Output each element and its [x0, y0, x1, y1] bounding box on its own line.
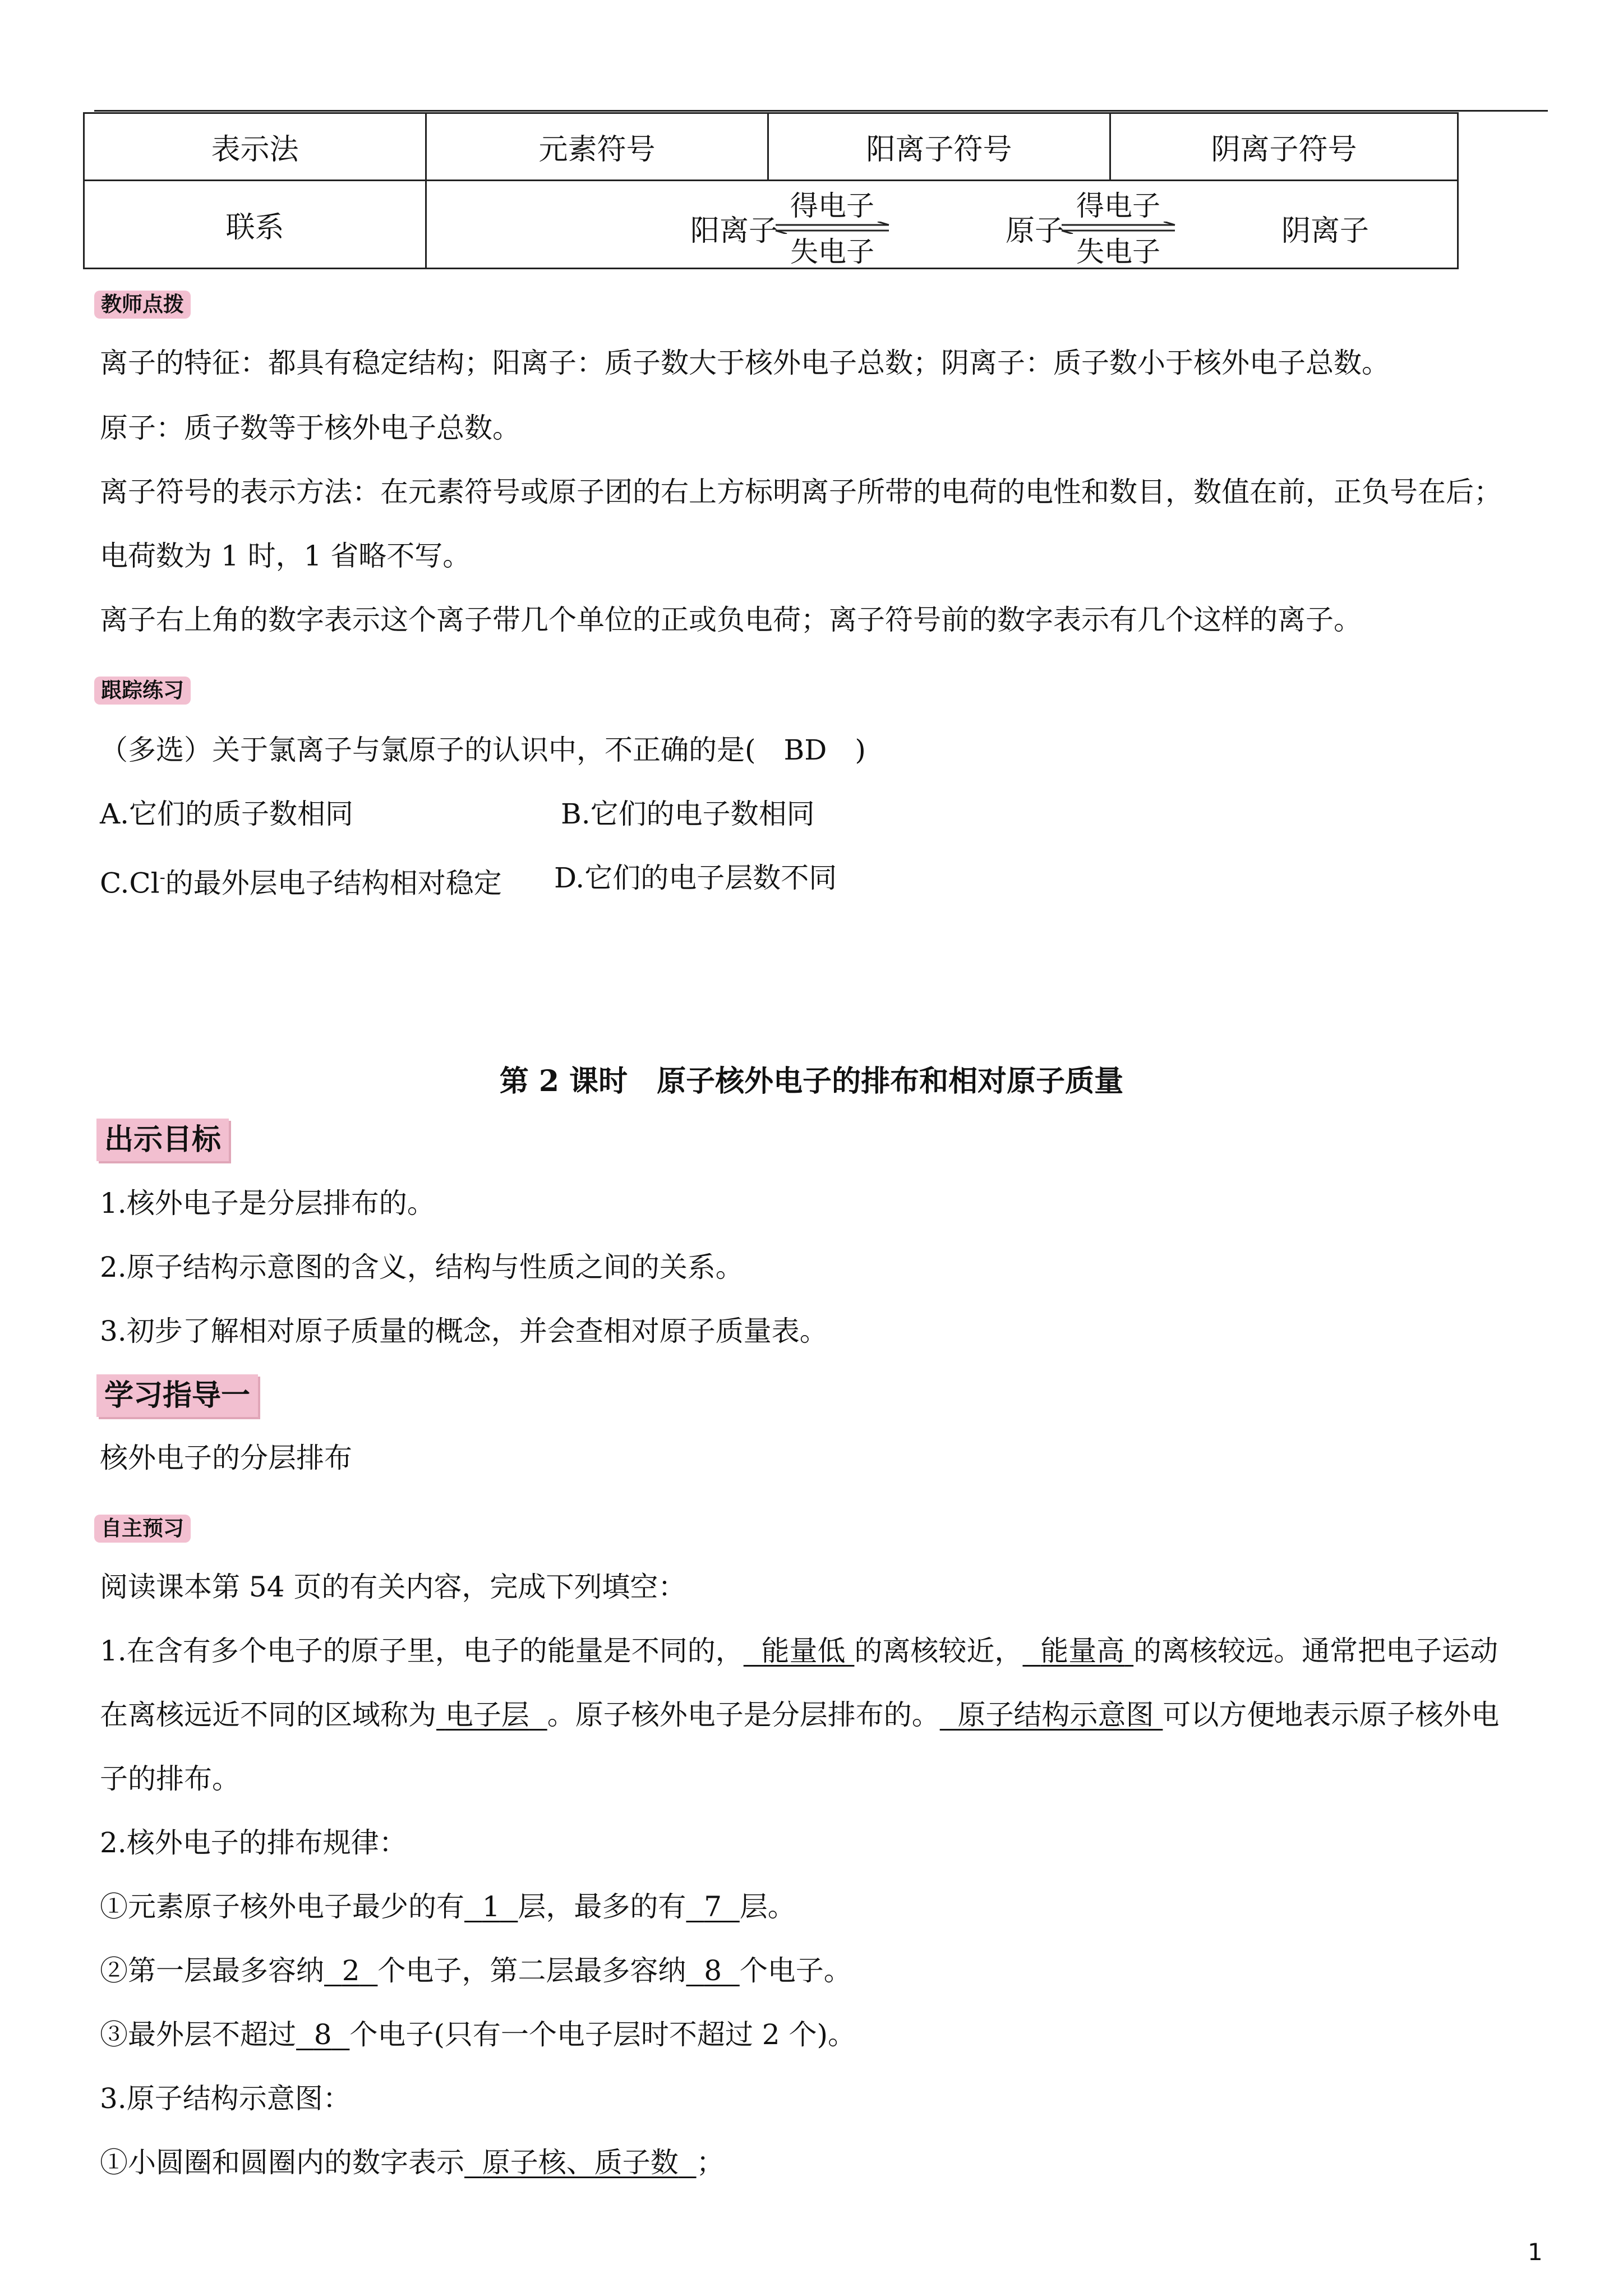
- preview-intro: 阅读课本第 54 页的有关内容，完成下列填空：: [100, 1571, 686, 1603]
- anion-label: 阴离子: [1281, 214, 1370, 248]
- cation-label: 阳离子: [690, 214, 778, 248]
- double-arrow-icon: [773, 222, 891, 234]
- lose-electron-label: 失电子: [790, 236, 874, 268]
- option-b: B.它们的电子数相同: [561, 798, 815, 830]
- question-1-line-1: 1.在含有多个电子的原子里，电子的能量是不同的， 能量低 的离核较近， 能量高 的离核较远。通常把电子运动: [100, 1635, 1498, 1667]
- gain-electron-label: 得电子: [790, 190, 874, 222]
- goal-item: 3.初步了解相对原子质量的概念，并会查相对原子质量表。: [100, 1315, 828, 1347]
- tip-line: 离子的特征：都具有稳定结构；阳离子：质子数大于核外电子总数；阴离子：质子数小于核外电子总数。: [100, 347, 1390, 379]
- answer-blank: 7: [704, 1890, 722, 1923]
- answer-blank: 原子核、质子数: [482, 2146, 679, 2179]
- question-2: 2.核外电子的排布规律：: [100, 1826, 407, 1859]
- gain-electron-label: 得电子: [1076, 190, 1160, 222]
- table-cell: 阴离子符号: [1110, 113, 1458, 181]
- goal-item: 2.原子结构示意图的含义，结构与性质之间的关系。: [100, 1251, 744, 1283]
- double-arrow-icon: [1059, 222, 1177, 234]
- question-2c: ③最外层不超过 8 个电子(只有一个电子层时不超过 2 个)。: [100, 2018, 856, 2051]
- relation-cell: [426, 181, 1458, 269]
- practice-tag: 跟踪练习: [94, 677, 191, 705]
- option-a: A.它们的质子数相同: [100, 798, 354, 830]
- goal-item: 1.核外电子是分层排布的。: [100, 1187, 435, 1220]
- table-cell: 阳离子符号: [768, 113, 1110, 181]
- ion-representation-table: [83, 112, 1459, 269]
- tip-line: 电荷数为 1 时，1 省略不写。: [100, 540, 471, 572]
- table-row: [84, 181, 1458, 269]
- atom-label: 原子: [1006, 214, 1064, 248]
- table-cell-relation-label: 联系: [84, 181, 426, 269]
- tip-line: 离子右上角的数字表示这个离子带几个单位的正或负电荷；离子符号前的数字表示有几个这样的离子。: [100, 604, 1362, 636]
- answer-blank: 1: [482, 1890, 500, 1923]
- tip-line: 原子：质子数等于核外电子总数。: [100, 412, 520, 444]
- preview-tag: 自主预习: [94, 1515, 191, 1543]
- option-d: D.它们的电子层数不同: [554, 862, 837, 894]
- question-3a: ①小圆圈和圆圈内的数字表示 原子核、质子数 ；: [100, 2146, 725, 2179]
- practice-question: （多选）关于氯离子与氯原子的认识中，不正确的是( BD ): [100, 734, 866, 766]
- table-cell: 元素符号: [426, 113, 768, 181]
- practice-answer: BD: [783, 734, 827, 766]
- answer-blank: 能量高: [1040, 1635, 1125, 1667]
- table-cell: 表示法: [84, 113, 426, 181]
- teacher-tip-tag: 教师点拨: [94, 291, 191, 319]
- question-3: 3.原子结构示意图：: [100, 2082, 351, 2115]
- guide-topic: 核外电子的分层排布: [100, 1442, 352, 1474]
- question-2a: ①元素原子核外电子最少的有 1 层，最多的有 7 层。: [100, 1890, 796, 1923]
- option-c: C.Cl-的最外层电子结构相对稳定: [100, 867, 502, 900]
- answer-blank: 能量低: [761, 1635, 846, 1667]
- equilibrium-arrow: [773, 189, 891, 268]
- lesson-title: 第 2 课时 原子核外电子的排布和相对原子质量: [499, 1064, 1124, 1098]
- answer-blank: 8: [313, 2018, 332, 2051]
- question-2b: ②第一层最多容纳 2 个电子，第二层最多容纳 8 个电子。: [100, 1954, 852, 1987]
- answer-blank: 2: [342, 1954, 360, 1987]
- goals-banner: 出示目标: [96, 1119, 229, 1161]
- lose-electron-label: 失电子: [1076, 236, 1160, 268]
- answer-blank: 电子层: [445, 1699, 529, 1731]
- guide-banner: 学习指导一: [96, 1374, 258, 1417]
- top-rule: [94, 110, 1548, 112]
- question-1-line-2: 在离核远近不同的区域称为 电子层 。原子核外电子是分层排布的。 原子结构示意图 可以方便地表示原子核外电: [100, 1699, 1500, 1731]
- equilibrium-arrow: [1059, 189, 1177, 268]
- page-number: 1: [1528, 2238, 1543, 2266]
- answer-blank: 原子结构示意图: [957, 1699, 1154, 1731]
- tip-line: 离子符号的表示方法：在元素符号或原子团的右上方标明离子所带的电荷的电性和数目，数值在前，正负号在后；: [100, 476, 1502, 508]
- table-row: [84, 113, 1458, 181]
- answer-blank: 8: [704, 1954, 722, 1987]
- question-1-line-3: 子的排布。: [100, 1763, 240, 1795]
